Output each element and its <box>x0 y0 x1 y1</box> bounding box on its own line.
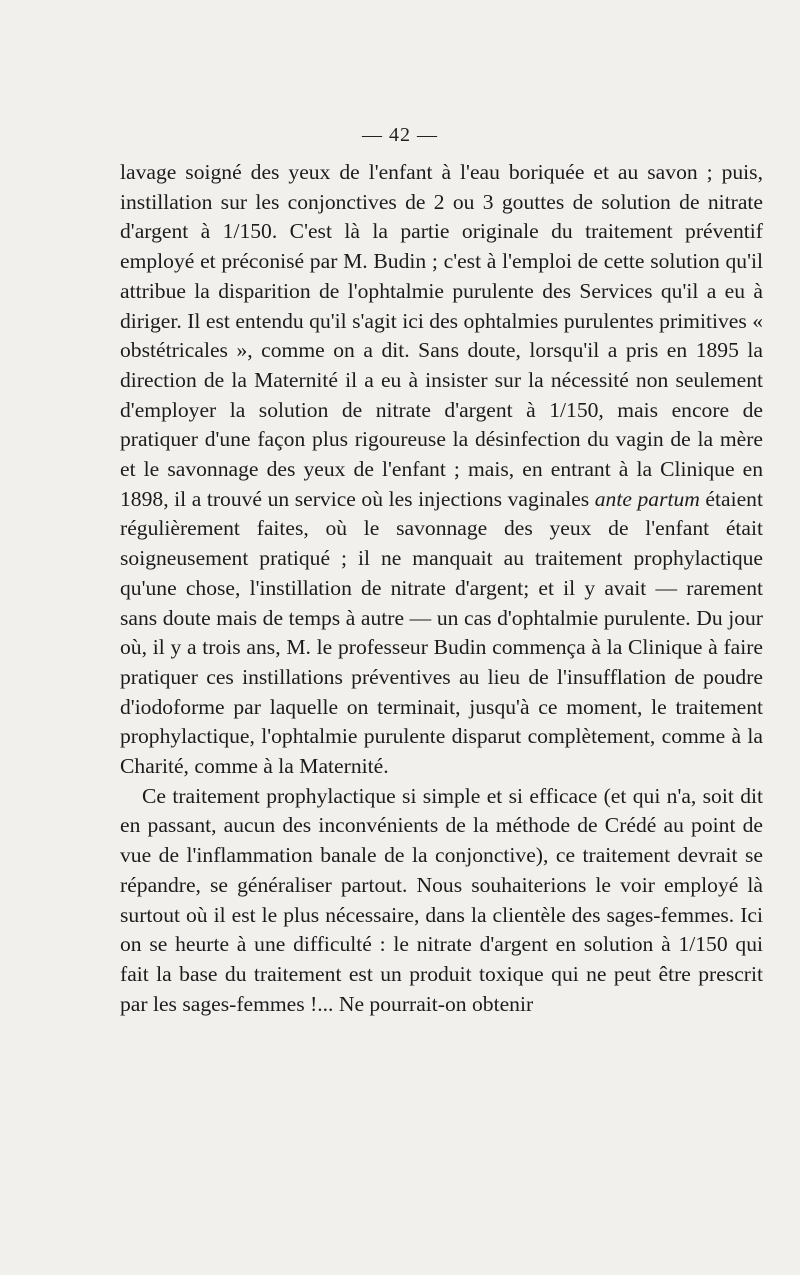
paragraph-1 <box>120 158 763 782</box>
paragraph-1-text-before: lavage soigné des yeux de l'enfant à l'eau boriquée et au savon ; puis, instillation sur les conjonctives de 2 ou 3 gouttes de solution de nitrate d'argent à 1/150. C'est là la partie originale du traitement préventif employé et préconisé par M. Budin ; c'est à l'emploi de cette solution qu'il attribue la disparition de l'ophtalmie purulente des Services qu'il a eu à diriger. Il est entendu qu'il s'agit ici des ophtalmies purulentes primitives « obstétricales », comme on a dit. Sans doute, lorsqu'il a pris en 1895 la direction de la Maternité il a eu à insister sur la nécessité non seulement d'employer la solution de nitrate d'argent à 1/150, mais encore de pratiquer d'une façon plus rigoureuse la désinfection du vagin de la mère et le savonnage des yeux de l'enfant ; mais, en entrant à la Clinique en 1898, il a trouvé un service où les injections vaginales <box>120 160 763 511</box>
page-number: — 42 — <box>362 124 438 146</box>
italic-phrase: ante partum <box>594 486 700 511</box>
body-text <box>120 158 763 1019</box>
paragraph-2: Ce traitement prophylactique si simple et si efficace (et qui n'a, soit dit en passant, aucun des inconvénients de la méthode de Crédé au point de vue de l'inflammation banale de la conjonctive), ce traitement devrait se répandre, se généraliser partout. Nous souhaiterions le voir employé là surtout où il est le plus nécessaire, dans la clientèle des sages-femmes. Ici on se heurte à une difficulté : le nitrate d'argent en solution à 1/150 qui fait la base du traitement est un produit toxique qui ne peut être prescrit par les sages-femmes !... Ne pourrait-on obtenir <box>120 783 763 1016</box>
paragraph-1-text-after: étaient régulièrement faites, où le savonnage des yeux de l'enfant était soigneusement pratiqué ; il ne manquait au traitement prophylactique qu'une chose, l'instillation de nitrate d'argent; et il y avait — rarement sans doute mais de temps à autre — un cas d'ophtalmie purulente. Du jour où, il y a trois ans, M. le professeur Budin commença à la Clinique à faire pratiquer ces instillations préventives au lieu de l'insufflation de poudre d'iodoforme par laquelle on terminait, jusqu'à ce moment, le traitement prophylactique, l'ophtalmie purulente disparut complètement, comme à la Charité, comme à la Maternité. <box>120 486 763 779</box>
